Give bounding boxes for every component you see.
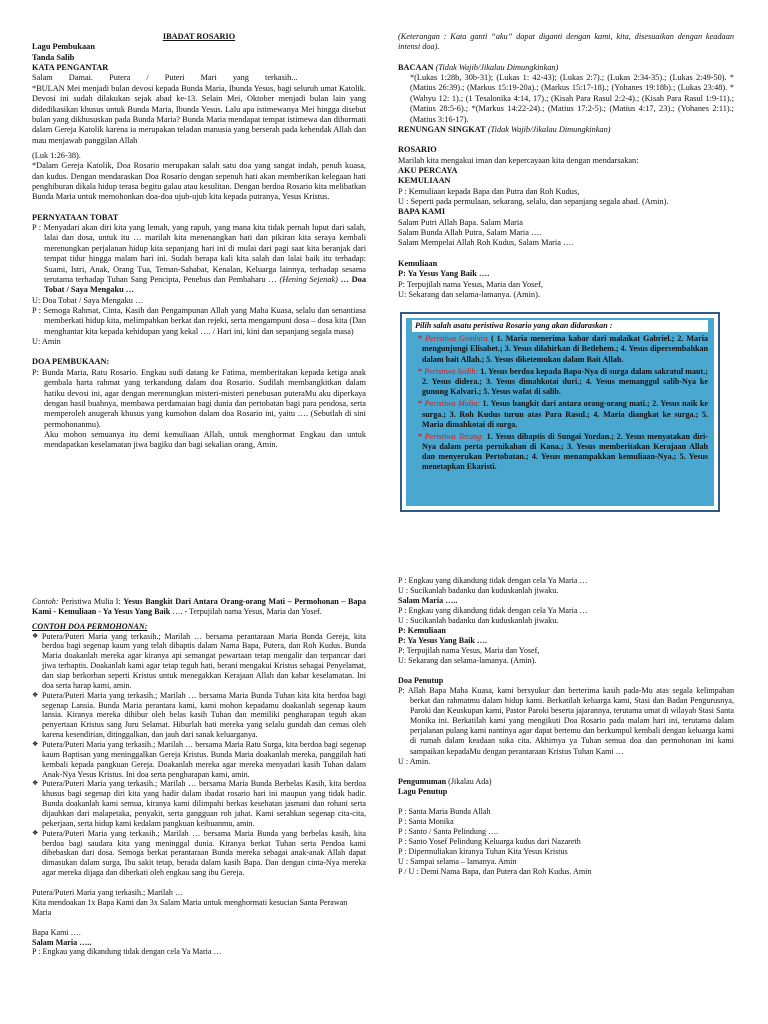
kata-pengantar-body-2: *Dalam Gereja Katolik, Doa Rosario merupakan salah satu doa yang sangat indah, penuh kuasa, dan kudus. Dengan mendaraskan Doa Rosario dengan sepenuh hati akan memberikan kelegaan hati penghiburan dikala hidup terasa begitu galau atau kesulitan. Dengan berdoa Rosario kita melibatkan Bunda Maria untuk memohonkan doa-doa ujub-ujub kita kepada putranya, Yesus Kristus. xyxy=(32,161,366,202)
sekarang-line: U: Sekarang dan selama-lamanya. (Amin). xyxy=(398,289,540,299)
permohonan-item: ❖ Putera/Puteri Maria yang terkasih.; Marilah … bersama Maria Bunda yang berbelas kasih, kita berdoa bagi saudara kita yang meninggal dunia. Kiranya berkat Tuhan serta Pendoa kami dibebaskan dari dosa. Semoga berkat perantaraan Bunda mereka sebagai anak-anak Allah dapat dimasukan dalam surga, Ibu sakit tetap, berada dalam kasih Bapa. Dan dengan cinta-Nya mereka agar mereka dijaga dan diberkati oleh engkau sang ibu Gereja. xyxy=(32,829,366,878)
bullet-star-icon: * xyxy=(418,399,423,409)
bacaan-references: *(Lukas 1:28b, 30b-31); (Lukas 1: 42-43); (Lukas 2:7).; (Lukas 2:34-35).; (Lukas 2:49-50). *(Matius 26:39).; (Markus 15:19-20a).; (Markus 15:17-18).; (Yohanes 19:18b).; (Lukas 23:48). *(Wahyu 12: 1).; (1 Tesalonika 4:14, 17).; (Kisah Para Rasul 2:2-4).; (Kisah Para Rasul 1:9-11).; (Matius 28:5-6).; *(Markus 14:22-24).; (Matius 17:2-5).; (Matius 4:17, 23).; (Yohanes 2:11).; (Matius 3:16-17). xyxy=(410,73,734,124)
bacaan-note: (Tidak Wajib/Jikalau Dimungkinkan) xyxy=(435,62,559,72)
lagu-pembukaan: Lagu Pembukaan xyxy=(32,42,95,52)
closing-line: P : Santo Yosef Pelindung Keluarga kudus dari Nazareth xyxy=(398,836,581,846)
sedih-label: Peristiwa Sedih: xyxy=(424,366,479,376)
terpujilah-line: P: Terpujilah nama Yesus, Maria dan Yosef, xyxy=(398,279,543,289)
contoh-label: Contoh: xyxy=(32,597,59,606)
p2r-line-5: U : Sucikanlah badanku dan kuduskanlah jiwaku. xyxy=(398,616,559,626)
doa-penutup-heading: Doa Penutup xyxy=(398,676,444,686)
contoh-text-1: Peristiwa Mulia I: xyxy=(61,597,121,606)
tobat-priest-text xyxy=(32,223,366,296)
kemuliaan-response: U : Seperti pada permulaan, sekarang, selalu, dan sepanjang segala abad. (Amin). xyxy=(398,197,669,207)
renungan-line xyxy=(398,125,734,135)
tobat-response: U: Doa Tobat / Saya Mengaku … xyxy=(32,295,144,305)
doa-pembukaan-heading: DOA PEMBUKAAN: xyxy=(32,357,110,367)
bapa-kami-line: Bapa Kami …. xyxy=(32,927,81,937)
salam-maria-line: Salam Maria ….. xyxy=(32,937,92,947)
bullet-star-icon: * xyxy=(418,334,423,344)
kata-pengantar-body: *BULAN Mei menjadi bulan devosi kepada Bunda Maria, Ibunda Yesus, bagi seluruh umat Katolik. Devosi ini sudah dilakukan sejak abad ke-13. Selain Mei, Oktober menjadi bulan lain yang didedikasikan khusus untuk Bunda Maria, Ibunda Yesus. Lalu apa istimewanya Mei hingga disebut bulan yang dikhususkan pada Bunda Maria? Bunda Maria mendapat tempat istimewa dan dihormati dalam Gereja Katolik karena ia merupakan teladan manusia yang berserah pada kehendak Allah dan mau menjawab panggilan Allah xyxy=(32,83,366,145)
terang-label: Peristiwa Terang: xyxy=(424,431,484,441)
salam-line-3: Salam Mempelai Allah Roh Kudus, Salam Maria …. xyxy=(398,238,574,248)
mysteries-box-header: Pilih salah asatu peristiwa Rosario yang akan didaraskan : xyxy=(412,320,708,332)
page2-left-column xyxy=(32,597,366,957)
doa-tobat-cue: … Doa Tobat / Saya Mengaku … xyxy=(44,274,366,295)
after-line-1: Putera/Puteri Maria yang terkasih.; Marilah … xyxy=(32,888,184,898)
gembira-label: Peristiwa Gembira xyxy=(425,334,488,344)
p2r-line-6: P: Kemuliaan xyxy=(398,626,446,636)
doa-pembukaan-body-2: Aku mohon semuanya itu demi kemuliaan Allah, untuk menghormat Engkau dan untuk mendapatkan keselamatan jiwa bagiku dan bagi sekalian orang, Amin. xyxy=(44,429,366,450)
salam-line-1: Salam Putri Allah Bapa. Salam Maria xyxy=(398,217,523,227)
kemuliaan-priest: P : Kemuliaan kepada Bapa dan Putra dan Roh Kudus, xyxy=(398,186,580,196)
p2r-line-1: P : Engkau yang dikandung tidak dengan cela Ya Maria … xyxy=(398,576,588,585)
doa-penutup-amin: U : Amin. xyxy=(398,756,431,766)
tobat-blessing: P : Semoga Rahmat, Cinta, Kasih dan Pengampunan Allah yang Maha Kuasa, selalu dan senantiasa memberkati hidup kita, melimpahkan berkat dan rejeki, serta mengampuni dosa – dosa kita (Dan menghantar kita kepada kehidupan yang kekal …. / Hari ini, kini dan sepanjang segala masa) xyxy=(32,305,366,336)
last-line: P : Engkau yang dikandung tidak dengan cela Ya Maria … xyxy=(32,947,222,957)
p2r-line-4: P : Engkau yang dikandung tidak dengan cela Ya Maria … xyxy=(398,606,588,616)
contoh-bold: Yesus Bangkit Dari Antara Orang-orang Mati – Permohonan – Bapa Kami - Kemuliaan - Ya Yesus Yang Baik xyxy=(32,597,366,616)
kata-pengantar-greeting: Salam Damai. Putera / Puteri Mari yang terkasih... xyxy=(32,73,298,83)
mulia-label: Peristiwa Mulia: xyxy=(424,399,481,409)
bullet-star-icon: * xyxy=(418,431,423,441)
document-title: IBADAT ROSARIO xyxy=(162,32,236,41)
kata-pengantar-heading: KATA PENGANTAR xyxy=(32,63,109,73)
peristiwa-terang xyxy=(412,432,708,473)
aku-percaya: AKU PERCAYA xyxy=(398,165,458,175)
salam-line-2: Salam Bunda Allah Putra, Salam Maria …. xyxy=(398,228,542,238)
kata-pengantar-ref: (Luk 1:26-38). xyxy=(32,150,81,160)
page1-right-column xyxy=(398,32,734,300)
p2r-line-2: U : Sucikanlah badanku dan kuduskanlah jiwaku. xyxy=(398,586,559,596)
peristiwa-sedih xyxy=(412,367,708,398)
ya-yesus-line: P: Ya Yesus Yang Baik …. xyxy=(398,269,490,279)
closing-line: P / U : Demi Nama Bapa, dan Putera dan Roh Kudus. Amin xyxy=(398,866,592,876)
rosario-intro: Marilah kita mengakui iman dan kepercayaan kita dengan mendarsakan: xyxy=(398,155,639,165)
pengumuman-note: (Jikalau Ada) xyxy=(448,776,492,786)
permohonan-item: ❖ Putera/Puteri Maria yang terkasih.; Marilah … bersama Maria Bunda Tuhan kita kita berdoa bagi segenap Lansia. Bunda Maria perantara kami, kami mohon kepadamu doakanlah segenap kaum lansia. Kiranya mereka dihibur oleh belas kasih Tuhan dan memiliki pengharapan teguh akan penyertaan Kristus sang Juru Selamat. Hiburlah hati mereka yang selalu gundah dan cemas oleh karena kesendirian, ditinggalkan, dan jauh dari sanak keluarganya. xyxy=(32,691,366,740)
doa-pembukaan-body: P: Bunda Maria, Ratu Rosario. Engkau sudi datang ke Fatima, memberitakan kepada ketiga anak gembala harta rahmat yang terkandung dalam doa Rosario. Sudilah membangkitkan dalam hatiku devosi ini, agar dengan merenungkan misteri-misteri penebusan puteraMu aku diperkaya dengan hasil buahnya, membawa perdamaian bagi dunia dan pertobatan bagi para pendosa, serta memperoleh anugerah khusus yang kumohon dalam doa Rosario ini, yaitu …. (Sebutlah di sini permohonanmu). xyxy=(32,367,366,429)
closing-line: P : Santa Maria Bunda Allah xyxy=(398,806,491,816)
mysteries-box xyxy=(400,312,720,512)
p2r-line-3: Salam Maria ….. xyxy=(398,596,458,606)
renungan-heading: RENUNGAN SINGKAT xyxy=(398,124,486,134)
bacaan-line xyxy=(398,63,734,73)
peristiwa-mulia xyxy=(412,399,708,430)
p2r-line-8: P: Terpujilah nama Yesus, Maria dan Yosef, xyxy=(398,646,540,656)
sedih-text: 1. Yesus berdoa kepada Bapa-Nya di surga dalam sakratul maut.; 2. Yesus didera.; 3. Yesus dimahkotai duri.; 4. Yesus memanggul salib-Nya ke gunung Kalvari.; 5. Yesus wafat di salib. xyxy=(422,366,708,397)
page2-right-column xyxy=(398,576,734,877)
kemuliaan-2: Kemuliaan xyxy=(398,258,438,268)
closing-line: P : Dipermuliakan kiranya Tuhan Kita Yesus Kristus xyxy=(398,846,568,856)
p2r-line-9: U: Sekarang dan selama-lamanya. (Amin). xyxy=(398,656,537,666)
contoh-line xyxy=(32,597,366,617)
pengumuman-heading: Pengumuman xyxy=(398,776,447,786)
pernyataan-tobat-heading: PERNYATAAN TOBAT xyxy=(32,212,119,222)
bacaan-heading: BACAAN xyxy=(398,62,434,72)
bapa-kami-heading: BAPA KAMI xyxy=(398,207,446,217)
renungan-note: (Tidak Wajib/Jikalau Dimungkinkan) xyxy=(487,124,611,134)
terang-text: 1. Yesus dibaptis di Sungai Yordan.; 2. Yesus menyatakan diri-Nya dalam perta pernikahan di Kana.; 3. Yesus memberitakan Kerajaan Allah dan menyerukan Pertobatan.; 4. Yesus menampakkan kemuliaan-Nya.; 5. Yesus menetapkan Ekaristi. xyxy=(422,431,708,472)
after-line-2: Kita mendoakan 1x Bapa Kami dan 3x Salam Maria untuk menghormati kesucian Santa Perawan Maria xyxy=(32,897,348,917)
permohonan-list xyxy=(32,632,366,878)
keterangan-note: (Keterangan : Kata ganti “aku” dapat diganti dengan kami, kita, disesuaikan dengan keadaan intensi doa). xyxy=(398,32,734,52)
closing-line: P : Santa Monika xyxy=(398,816,454,826)
tobat-priest-body: P : Menyadari akan diri kita yang lemah, yang rapuh, yang mana kita tidak pernah luput dari salah, lalai dan dosa, untuk itu … marilah kita menenangkan hati dan pikiran kita seraya kembali merenungkan perjalanan hidup kita sepanjang hari ini di mulai dari pagi saat kita beranjak dari tempat tidur hingga malam hari ini. Sudah berapa kali kita salah dan lalai baik itu terhadap: Suami, Istri, Anak, Orang Tua, Teman-Sahabat, Kenalan, Keluarga lainnya, terhadap sesama terutama terhadap Tuhan Sang Pencipta, Penebus dan Pembaharu … xyxy=(32,223,366,284)
hening-sejenak: (Hening Sejenak) xyxy=(279,274,338,284)
closing-line: U : Sampai selama – lamanya. Amin xyxy=(398,856,517,866)
permohonan-item: ❖ Putera/Puteri Maria yang terkasih.; Marilah … bersama Maria Ratu Surga, kita berdoa bagi segenap kaum Baptisan yang meninggalkan Gereja Kristus. Bunda Maria doakanlah mereka, panggilah hati kembali kepada pangkuan Gereja. Doakanlah mereka agar mereka menyadari kasih Tuhan dalam Anak-Nya Yesus Kristus. Ini doa serta pengharapan kami, amin. xyxy=(32,740,366,779)
contoh-tail: …. - Terpujilah nama Yesus, Maria dan Yosef. xyxy=(172,606,322,616)
permohonan-item: ❖ Putera/Puteri Maria yang terkasih.; Marilah … bersama Maria Bunda Berbelas Kasih, kita berdoa khusus bagi segenap diri kita yang hadir dalam ibadat rosario hari ini maupun yang tidak hadir. Bunda doakanlah kami semua, kiranya kami dilimpahi berkas kesehatan jasmani dan rohani serta dijauhkan dari malapetaka, penyakit, serta gangguan roh jahat. Kami serahkan segenap cita-cita, pekerjaan, serta hidup kami kedalam pangkuan keibuanmu, amin. xyxy=(32,779,366,828)
bullet-star-icon: * xyxy=(418,366,423,376)
mysteries-box-content xyxy=(406,318,714,506)
peristiwa-gembira xyxy=(412,334,708,365)
lagu-penutup: Lagu Penutup xyxy=(398,786,448,796)
p2r-line-7: P: Ya Yesus Yang Baik …. xyxy=(398,636,488,646)
mulia-text: 1. Yesus bangkit dari antara orang-orang mati.; 2. Yesus naik ke surga.; 3. Roh Kudus turun atas Para Rasul.; 4. Maria diangkat ke surga.; 5. Maria dimahkotai di surga. xyxy=(422,399,708,429)
permohonan-item: ❖ Putera/Puteri Maria yang terkasih.; Marilah … bersama perantaraan Maria Bunda Gereja, kita berdoa bagi segenap kaum yang telah dibaptis dalam Nama Bapa, Putera, dan Roh Kudus. Bunda Maria doakanlah mereka agar kiranya api semangat pewartaan tetap mengalir dan terpancar dari jiwa terbaptis. Doakanlah kami agar tetap teguh hati, berani mengakui Kristus sebagai Penyelamat, dan siap berkorban seperti Kristus untuk menegakkan Kerajaan Allah dan kabar keselamatan. Ini doa serta harap kami, amin. xyxy=(32,632,366,691)
rosario-heading: ROSARIO xyxy=(398,145,437,155)
closing-line: P : Santo / Santa Pelindung …. xyxy=(398,826,499,836)
tobat-amin: U: Amin xyxy=(32,337,61,347)
contoh-doa-heading: CONTOH DOA PERMOHONAN: xyxy=(32,621,148,631)
pengumuman-line xyxy=(398,777,734,787)
page1-left-column xyxy=(32,32,366,451)
gembira-text: ( 1. Maria menerima kabar dari malaikat Gabriel.; 2. Maria mengunjungi Elisabet.; 3. Yesus dilahirkan di Betlehem.; 4. Yesus dipersembahkan dalam bait Allah.; 5. Yesus diketemukan dalam Bait Allah. xyxy=(422,334,708,364)
kemuliaan-heading: KEMULIAAN xyxy=(398,176,451,186)
doa-penutup-body: P: Allah Bapa Maha Kuasa, kami bersyukur dan berterima kasih pada-Mu atas segala kelimpahan berkat dan rahmatmu dalam hidup kami. Berkatilah keluarga kami, Stasi dan Badan Pengurusnya, Paroki dan Keuskupan kami, Pastor Paroki beserta jajarannya, terutama umat di wilayah Stasi Santa Monika ini. Berkatilah kami yang mengikuti Doa Rosario pada malam hari ini, terutama dalam perjalanan pulang kami nantinya agar dapat bertemu dan berkumpul kembali dengan keluarga kami di rumah dalam keadaan suka cita. Akhirnya ya Tuhan semua doa dan permohonan ini kami sampaikan kepadaMu dengan perantaraan Kristus Tuhan Kami … xyxy=(398,686,734,756)
tanda-salib: Tanda Salib xyxy=(32,52,75,62)
